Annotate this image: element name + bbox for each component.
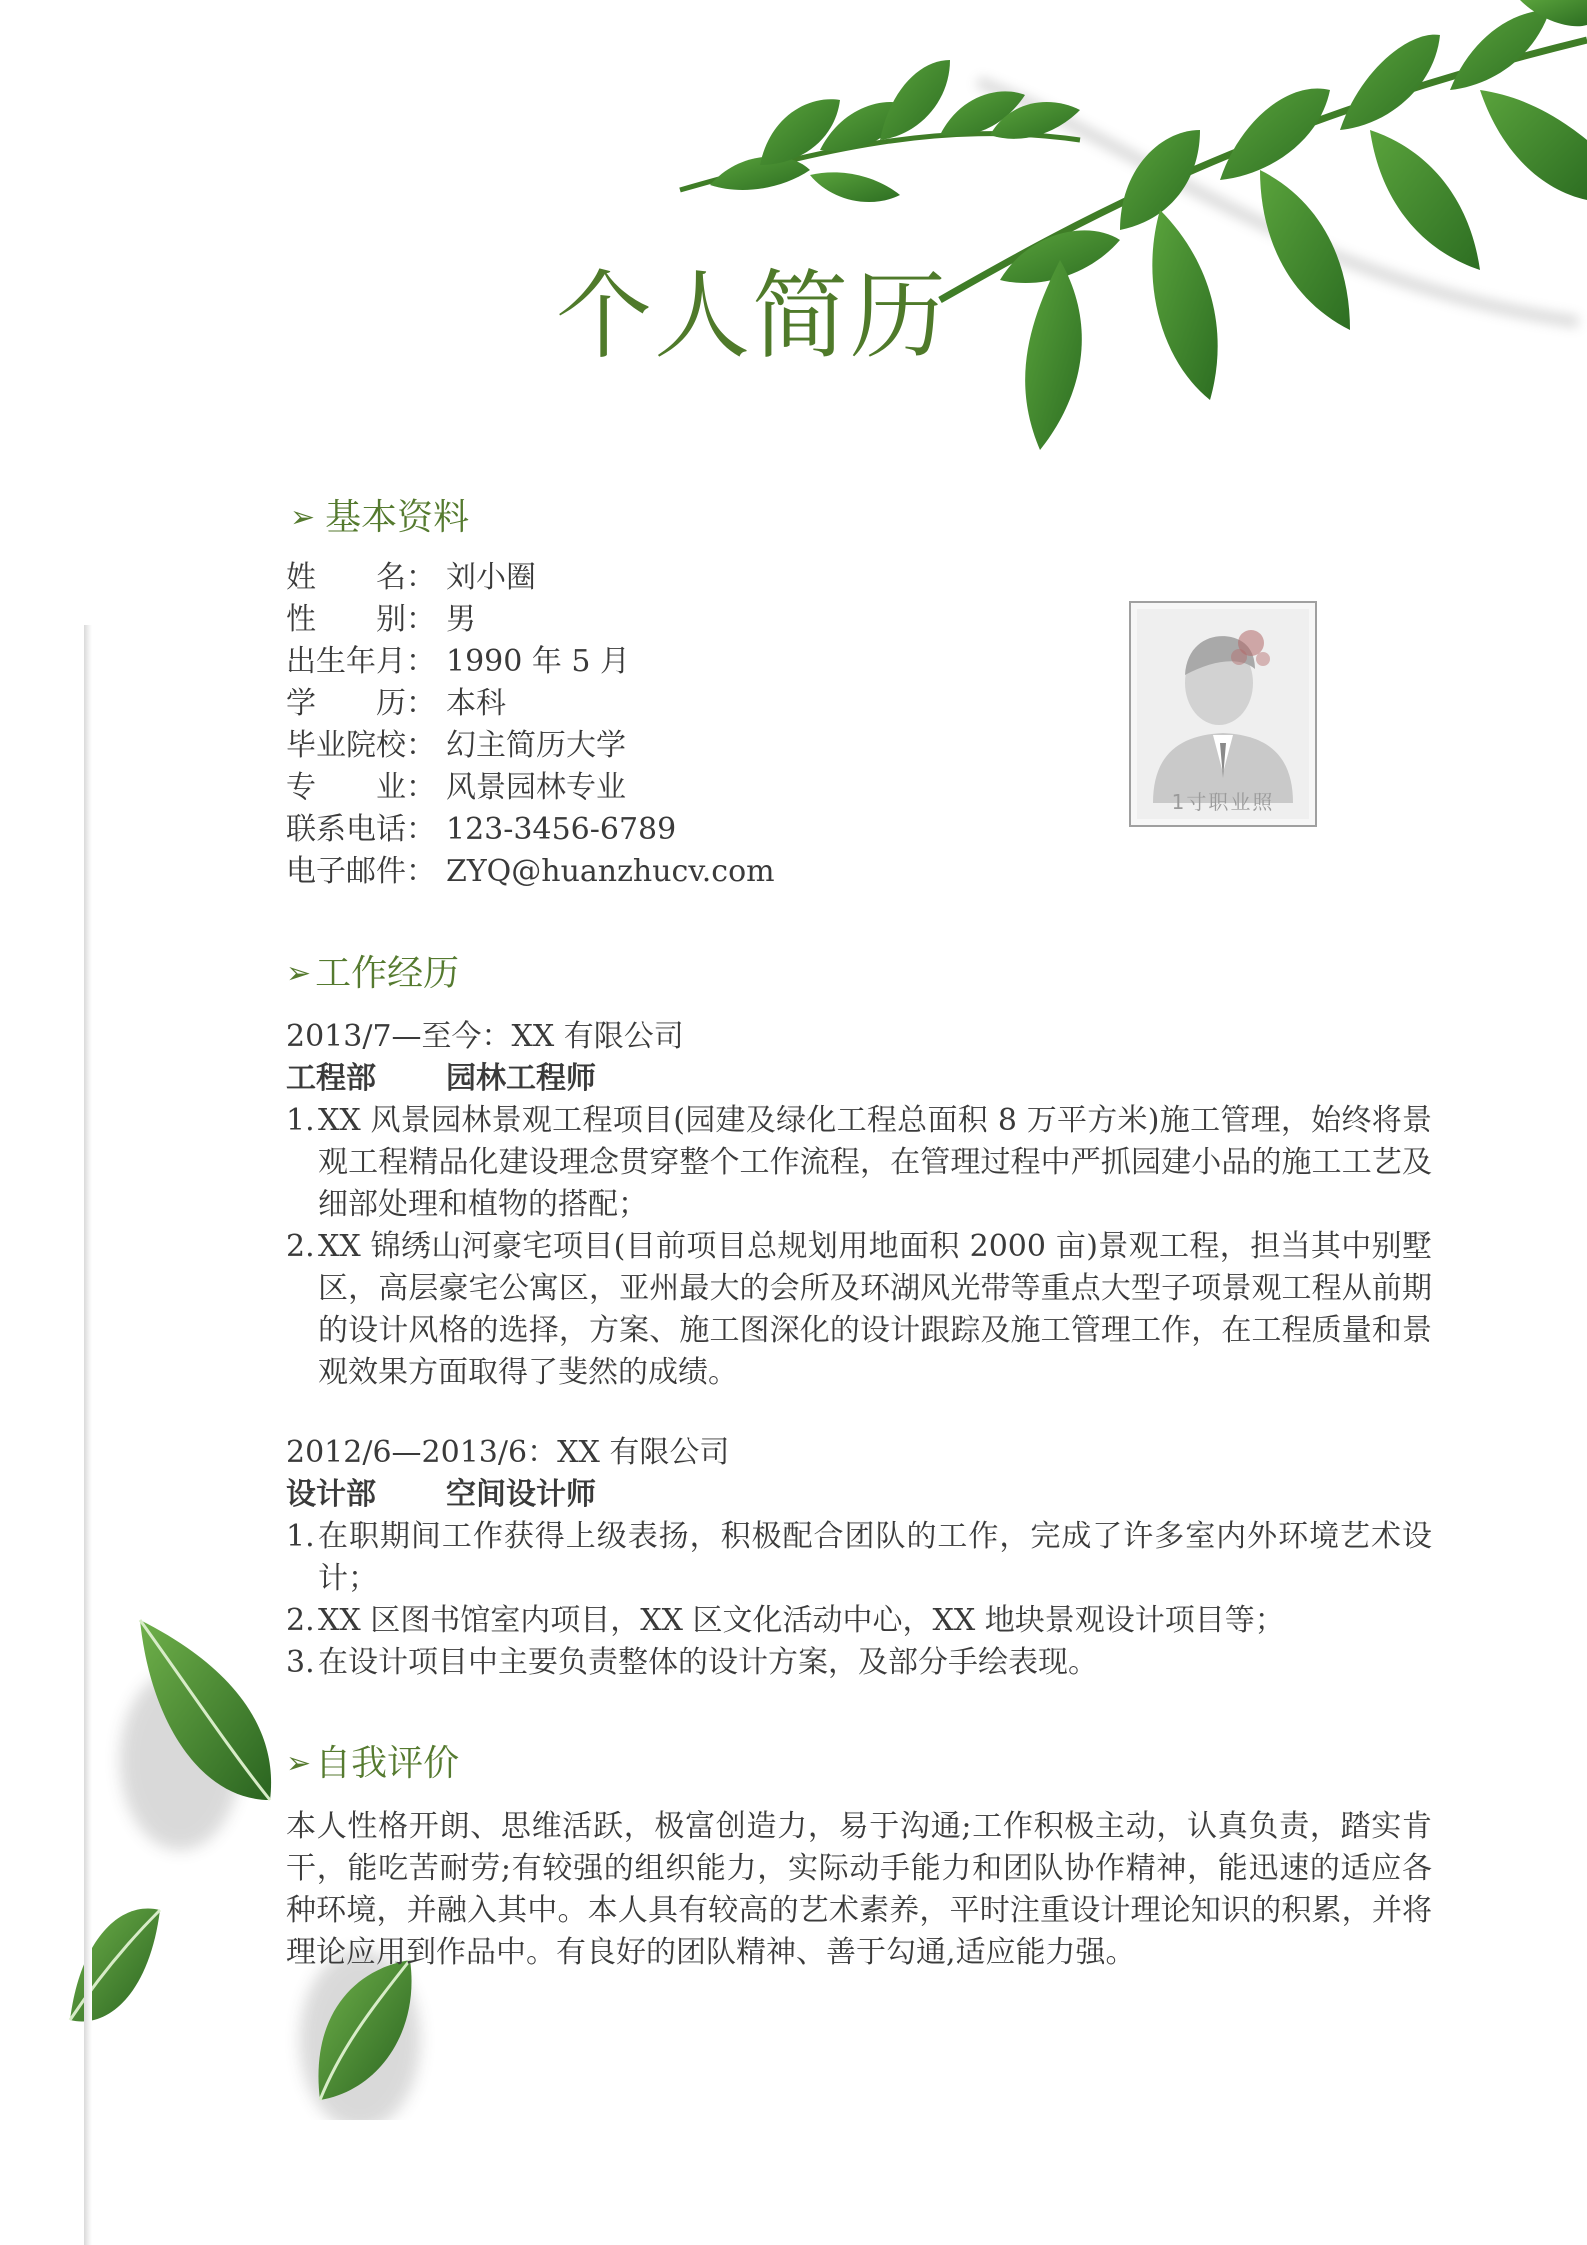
info-row-email: 电子邮件： ZYQ@huanzhucv.com [286,854,775,889]
info-row-birth: 出生年月： 1990 年 5 月 [286,644,631,679]
info-row-education: 学 历： 本科 [286,686,506,721]
job-period: 2012/6—2013/6：XX 有限公司 [286,1435,730,1470]
section-heading-self-evaluation: ➢ 自我评价 [286,1743,460,1784]
section-heading-work: ➢ 工作经历 [286,953,460,994]
info-row-phone: 联系电话： 123-3456-6789 [286,812,677,847]
photo-caption: 1寸职业照 [1171,790,1275,814]
job-role [286,1474,1432,1516]
page-title: 个人简历 [556,260,948,372]
job-department: 工程部 [286,1061,376,1096]
job-duty: 3. 在设计项目中主要负责整体的设计方案，及部分手绘表现。 [286,1645,1098,1680]
info-row-name: 姓 名： 刘小圈 [286,560,536,595]
job-department: 设计部 [286,1477,376,1512]
info-row-gender: 性 别： 男 [286,602,476,637]
job-duty: 2. XX 区图书馆室内项目，XX 区文化活动中心，XX 地块景观设计项目等； [286,1603,1285,1638]
job-duty: 1. XX 风景园林景观工程项目(园建及绿化工程总面积 8 万平方米)施工管理，始终将景观工程精品化建设理念贯穿整个工作流程，在管理过程中严抓园建小品的施工工艺及细部处理和植物的搭配； [286,1103,1432,1222]
job-position: 园林工程师 [446,1061,596,1096]
profile-photo [1129,601,1317,827]
job-duty: 1. 在职期间工作获得上级表扬，积极配合团队的工作，完成了许多室内外环境艺术设计； [286,1519,1432,1596]
job-entry [286,1432,1432,1684]
job-position: 空间设计师 [446,1477,596,1512]
job-role [286,1058,1432,1100]
info-row-school: 毕业院校： 幻主简历大学 [286,728,626,763]
job-period: 2013/7—至今：XX 有限公司 [286,1019,684,1054]
section-heading-basic-info: ➢ 基本资料 [290,497,470,538]
arrow-bullet-icon: ➢ [290,500,316,535]
job-entry [286,1016,1432,1394]
info-row-major: 专 业： 风景园林专业 [286,770,626,805]
vertical-divider-line [84,625,92,2245]
arrow-bullet-icon: ➢ [286,956,312,991]
job-duty: 2. XX 锦绣山河豪宅项目(目前项目总规划用地面积 2000 亩)景观工程，担当其中别墅区，高层豪宅公寓区，亚州最大的会所及环湖风光带等重点大型子项景观工程从前期的设计风格的选择，方案、施工图深化的设计跟踪及施工管理工作，在工程质量和景观效果方面取得了斐然的成绩。 [286,1229,1432,1390]
self-evaluation-text: 本人性格开朗、思维活跃，极富创造力，易于沟通;工作积极主动，认真负责，踏实肯干，能吃苦耐劳;有较强的组织能力，实际动手能力和团队协作精神，能迅速的适应各种环境，并融入其中。本人具有较高的艺术素养，平时注重设计理论知识的积累，并将理论应用到作品中。有良好的团队精神、善于勾通,适应能力强。 [286,1809,1432,1970]
arrow-bullet-icon: ➢ [286,1746,312,1781]
